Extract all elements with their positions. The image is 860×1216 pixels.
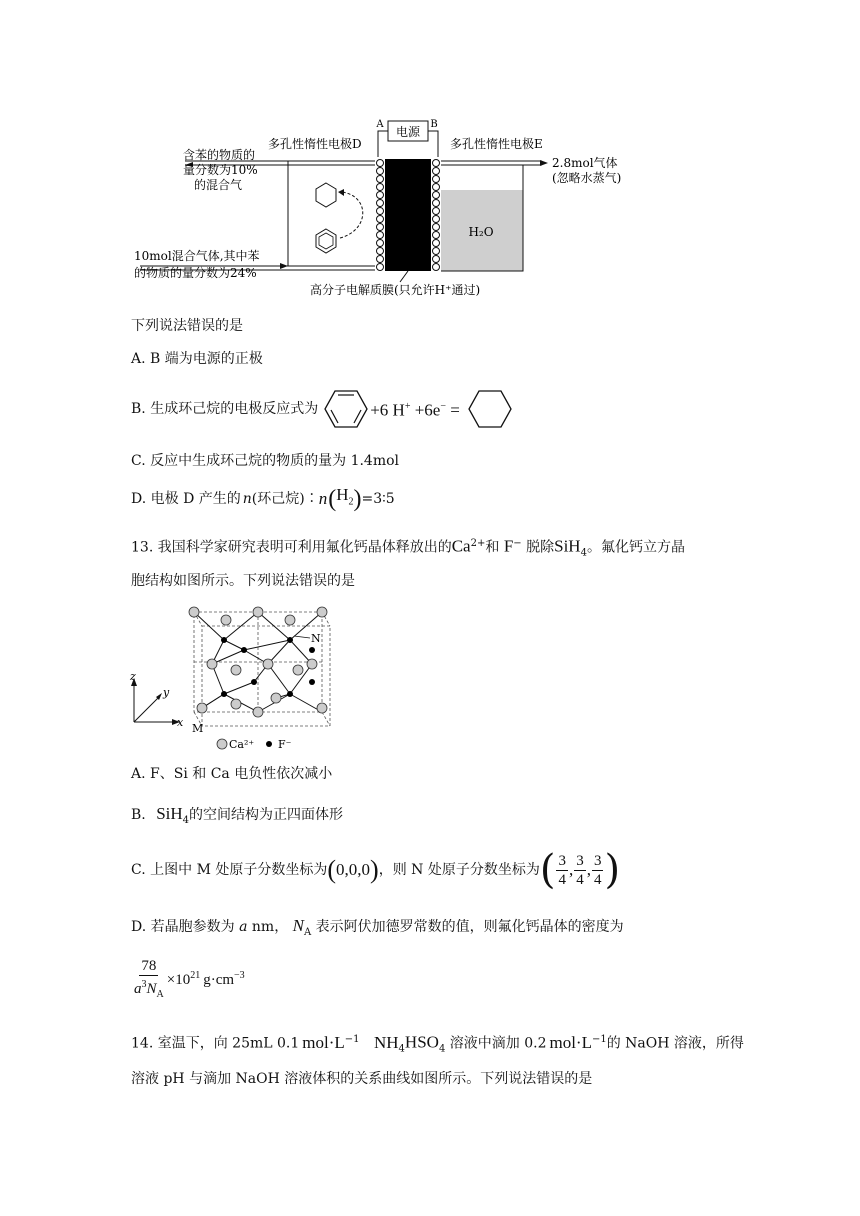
inlet-bottom-line-1: 10mol混合气体,其中苯: [134, 249, 260, 263]
q13-option-b: B. SiH$_4$的空间结构为正四面体形: [131, 804, 344, 826]
legend-f-label: F⁻: [278, 738, 292, 751]
inlet-top-line-2: 量分数为10%: [183, 163, 258, 177]
electrode-e: [433, 160, 440, 271]
q13-stem-line-1: 13. 我国科学家研究表明可利用氟化钙晶体释放出的$Ca^{2+}$和 F− 脱除SiH$_4$。氟化钙立方晶: [131, 536, 685, 559]
q13-option-c: C. 上图中 M 处原子分数坐标为 ( 0,0,0 ) ，则 N 处原子分数坐标为 ( $\frac{3}{4}$ , $\frac{3}{4}$ , $\frac{3}{4}$ ): [131, 847, 621, 893]
fluorite-unit-cell: [126, 604, 336, 754]
terminal-a-label: A: [376, 119, 384, 130]
q13-option-a: A. F、Si 和 Ca 电负性依次减小: [131, 766, 333, 782]
water-label: H₂O: [468, 225, 494, 239]
q13-density-formula: $\frac{78}{a^3N_A}$ ×10 $^{21}$ g·cm $^{-3}$: [134, 957, 245, 1000]
cyclohexane-structure-icon: [468, 389, 512, 429]
q13-stem-line-2: 胞结构如图所示。下列说法错误的是: [131, 573, 355, 589]
eq-6h: +6 H+ +6e− =: [370, 400, 460, 420]
electrolysis-diagram: [130, 112, 690, 302]
axis-y-label: y: [163, 686, 170, 699]
terminal-b-label: B: [430, 119, 438, 130]
q12-option-c: C. 反应中生成环己烷的物质的量为 1.4mol: [131, 453, 400, 469]
electrode-d: [377, 160, 384, 271]
cyclohexane-icon: [316, 183, 336, 207]
axis-z-label: z: [130, 670, 136, 683]
outlet-line-1: 2.8mol气体: [552, 156, 618, 170]
q12-option-b: [131, 394, 512, 424]
q14-stem-line-1: 14. 室温下，向 25mL 0.1 $mol\cdot L^{-1}$ $NH_4HSO_4$ 溶液中滴加 0.2 $mol\cdot L^{-1}$的 NaOH 溶液，所得: [131, 1032, 744, 1055]
axis-x-label: x: [177, 716, 184, 729]
membrane-label: 高分子电解质膜(只允许H⁺通过): [310, 283, 481, 297]
inlet-bottom-line-2: 的物质的量分数为24%: [134, 266, 257, 280]
power-supply-label: 电源: [395, 125, 421, 139]
inlet-top-line-3: 的混合气: [194, 178, 243, 192]
q12-option-b-prefix: B. 生成环己烷的电极反应式为: [131, 401, 319, 417]
q12-option-d: D. 电极 D 产生的 n (环己烷)∶ n ( $H_2$ ) =3∶5: [131, 485, 395, 512]
outlet-line-2: (忽略水蒸气): [552, 171, 622, 185]
benzene-structure-icon: [324, 389, 368, 429]
inlet-top-line-1: 含苯的物质的: [183, 148, 256, 162]
q12-stem: 下列说法错误的是: [131, 318, 243, 334]
legend-ca-label: Ca²⁺: [229, 738, 255, 751]
membrane: [385, 159, 431, 271]
q12-option-a: A. B 端为电源的正极: [131, 351, 263, 367]
electrode-e-label: 多孔性惰性电极E: [450, 137, 543, 151]
atom-n-label: N: [311, 632, 321, 645]
electrode-d-label: 多孔性惰性电极D: [268, 137, 362, 151]
q13-option-d: D. 若晶胞参数为 a nm， $N_A$ 表示阿伏加德罗常数的值，则氟化钙晶体的密度为: [131, 916, 624, 938]
q14-stem-line-2: 溶液 pH 与滴加 NaOH 溶液体积的关系曲线如图所示。下列说法错误的是: [131, 1071, 593, 1087]
atom-m-label: M: [192, 722, 204, 735]
